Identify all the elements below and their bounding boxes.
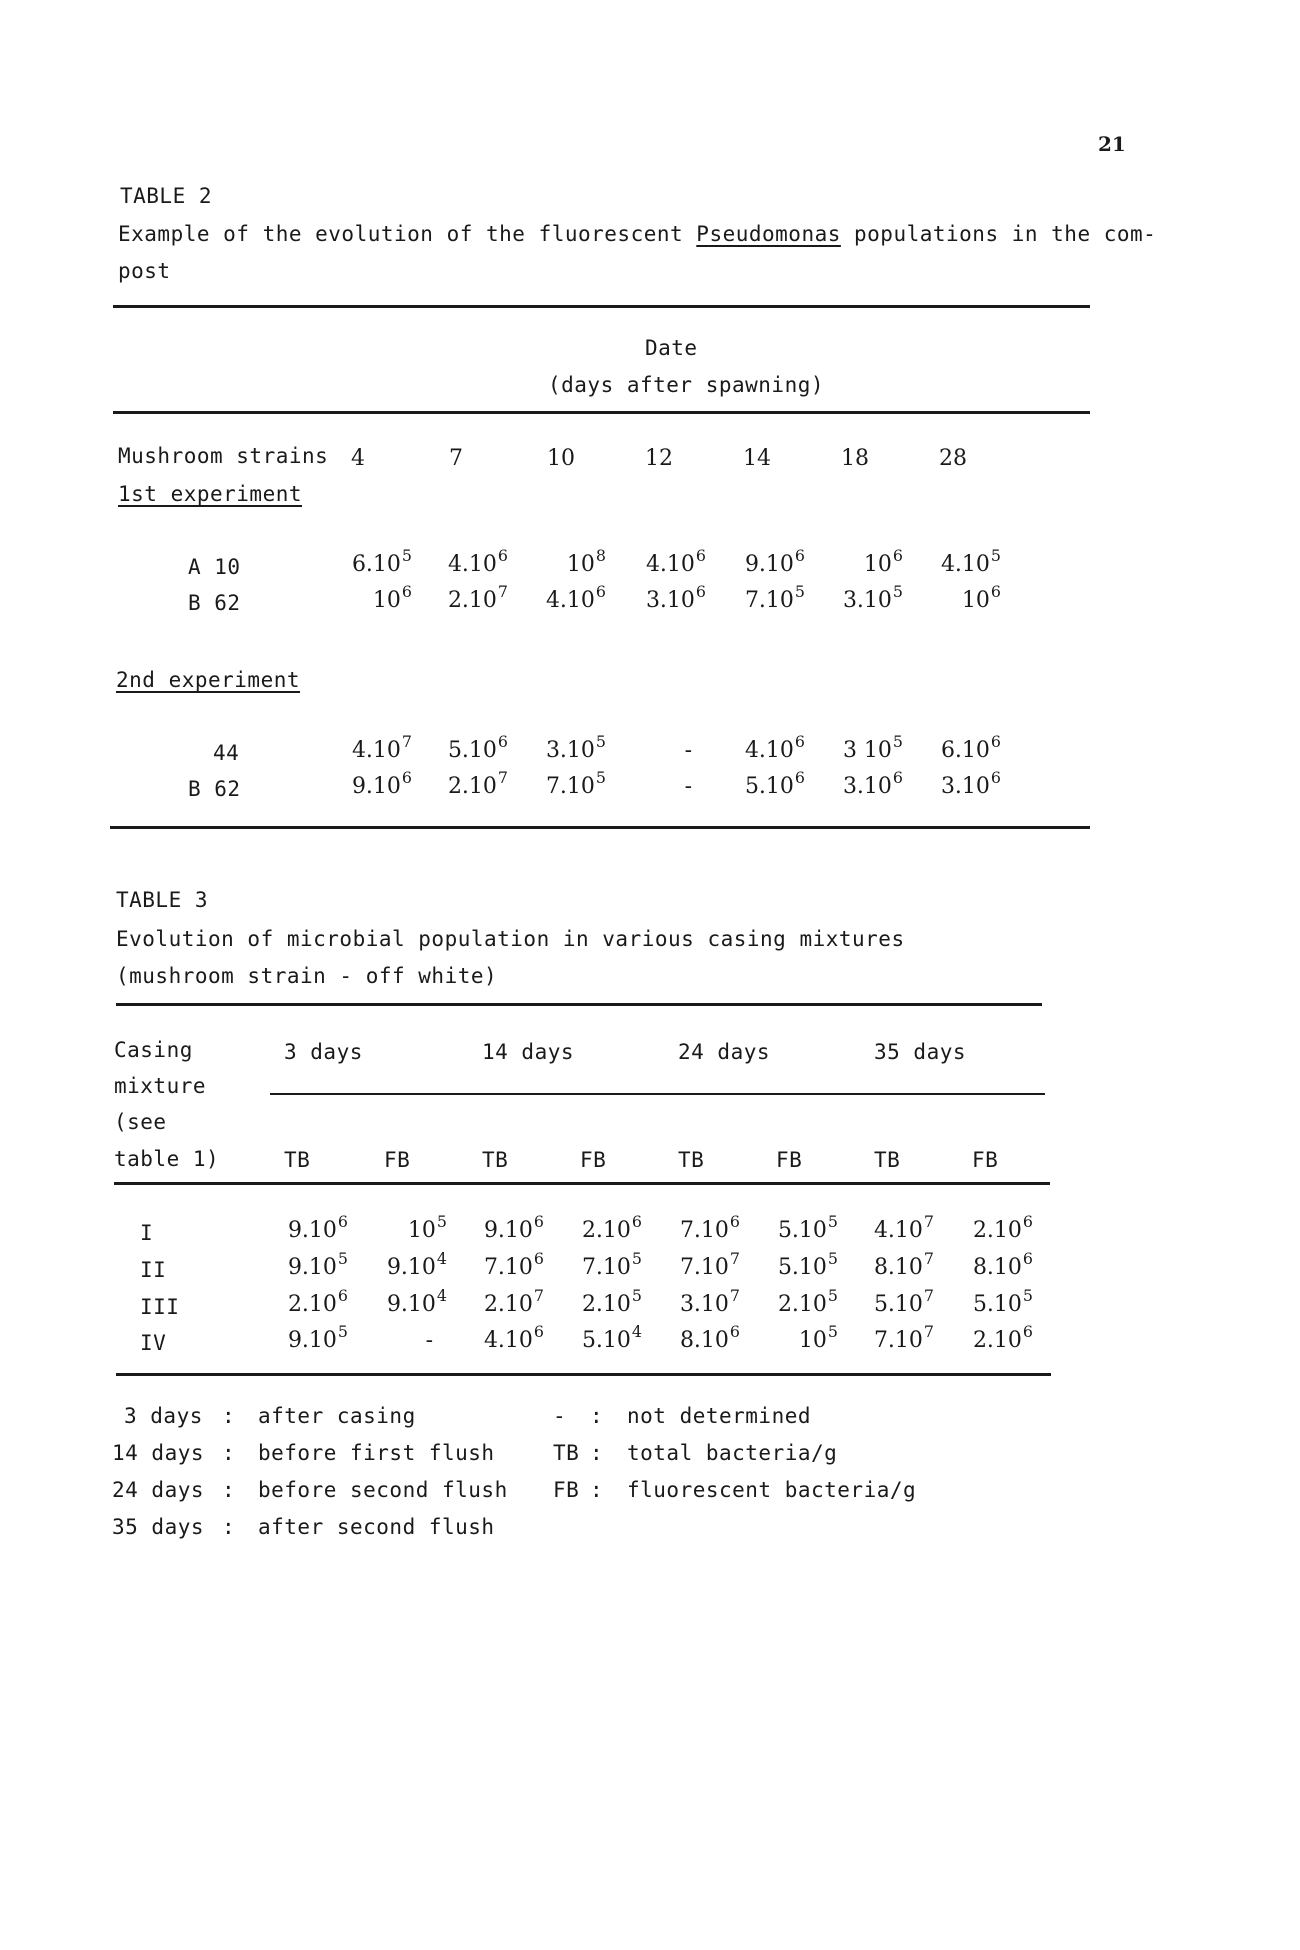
table3-header-rule <box>114 1182 1050 1185</box>
legend-desc: fluorescent bacteria/g <box>627 1478 917 1502</box>
value-base: 2.10 <box>972 1328 1022 1353</box>
value-exponent: 6 <box>497 732 508 752</box>
strain-name: A 10 <box>188 555 241 579</box>
tb-fb-header: TB <box>678 1148 705 1172</box>
value-cell <box>516 768 606 799</box>
value-exponent: 5 <box>595 768 606 788</box>
value-base: 7.10 <box>483 1255 533 1280</box>
value-base: 8.10 <box>873 1255 923 1280</box>
value-exponent: 5 <box>631 1249 642 1269</box>
value-exponent: 6 <box>401 768 412 788</box>
value-exponent: 8 <box>595 546 606 566</box>
table2-header-rule <box>113 411 1090 414</box>
legend-desc: after casing <box>258 1404 416 1428</box>
value-cell <box>418 768 508 799</box>
value-base: 3.10 <box>842 588 892 613</box>
value-base: 9.10 <box>287 1218 337 1243</box>
value-cell <box>258 1249 348 1280</box>
value-base: 2.10 <box>581 1292 631 1317</box>
value-base: 6.10 <box>940 738 990 763</box>
value-base: - <box>425 1328 433 1353</box>
value-exponent: 6 <box>695 546 706 566</box>
value-cell <box>650 1286 740 1317</box>
day-header: 7 <box>449 446 463 471</box>
legend-sep: : <box>222 1478 236 1502</box>
value-exponent: 6 <box>990 768 1001 788</box>
period-header: 3 days <box>284 1040 363 1064</box>
value-cell <box>715 582 805 613</box>
table2-caption-post: populations in the com- <box>840 222 1157 246</box>
value-cell <box>715 732 805 763</box>
value-base: 8.10 <box>972 1255 1022 1280</box>
value-cell <box>844 1286 934 1317</box>
legend-key: FB <box>553 1478 580 1502</box>
tb-fb-header: FB <box>972 1148 999 1172</box>
legend-desc: before first flush <box>258 1441 495 1465</box>
value-base: 5.10 <box>777 1218 827 1243</box>
value-exponent: 7 <box>923 1322 934 1342</box>
value-exponent: 5 <box>827 1286 838 1306</box>
value-exponent: 6 <box>794 546 805 566</box>
strain-name: B 62 <box>188 777 241 801</box>
value-exponent: 7 <box>533 1286 544 1306</box>
tb-fb-header: TB <box>482 1148 509 1172</box>
value-cell <box>813 732 903 763</box>
value-cell <box>748 1286 838 1317</box>
value-base: 7.10 <box>873 1328 923 1353</box>
value-base: 7.10 <box>679 1218 729 1243</box>
value-base: 9.10 <box>483 1218 533 1243</box>
value-exponent: 6 <box>631 1212 642 1232</box>
value-exponent: 6 <box>533 1322 544 1342</box>
legend-sep: : <box>222 1515 236 1539</box>
value-exponent: 7 <box>729 1249 740 1269</box>
casing-label-line: (see <box>114 1110 167 1134</box>
value-exponent: 6 <box>892 768 903 788</box>
exp2-label: 2nd experiment <box>116 668 301 692</box>
value-base: 10 <box>372 588 401 613</box>
value-cell <box>748 1322 838 1353</box>
value-base: 10 <box>863 552 892 577</box>
value-base: 7.10 <box>545 774 595 799</box>
value-cell <box>943 1286 1033 1317</box>
value-base: - <box>684 774 692 799</box>
casing-mixture-name: II <box>140 1258 167 1282</box>
value-base: 2.10 <box>483 1292 533 1317</box>
value-exponent: 6 <box>1022 1249 1033 1269</box>
value-base: 4.10 <box>483 1328 533 1353</box>
period-rule <box>270 1093 1045 1095</box>
value-exponent: 5 <box>794 582 805 602</box>
table2-caption-italic: Pseudomonas <box>696 222 841 246</box>
value-exponent: 6 <box>990 732 1001 752</box>
value-base: 5.10 <box>972 1292 1022 1317</box>
value-base: 2.10 <box>447 588 497 613</box>
value-cell <box>911 546 1001 577</box>
table3-caption-line2: (mushroom strain - off white) <box>116 964 498 988</box>
value-base: 9.10 <box>287 1255 337 1280</box>
table2-label: TABLE 2 <box>120 184 213 208</box>
value-base: 9.10 <box>386 1292 436 1317</box>
value-cell <box>552 1286 642 1317</box>
day-header: 12 <box>645 446 673 471</box>
value-exponent: 5 <box>631 1286 642 1306</box>
value-base: 10 <box>566 552 595 577</box>
legend-key: 14 days <box>112 1441 205 1465</box>
day-header: 10 <box>547 446 575 471</box>
value-cell <box>844 1212 934 1243</box>
value-cell <box>715 768 805 799</box>
tb-fb-header: FB <box>384 1148 411 1172</box>
value-exponent: 5 <box>827 1249 838 1269</box>
value-cell <box>844 1322 934 1353</box>
value-base: 10 <box>798 1328 827 1353</box>
value-base: 10 <box>407 1218 436 1243</box>
value-base: 5.10 <box>873 1292 923 1317</box>
value-base: 5.10 <box>447 738 497 763</box>
table3-top-rule <box>116 1003 1042 1006</box>
casing-label-line: Casing <box>114 1038 193 1062</box>
value-base: - <box>684 738 692 763</box>
table3-caption: Evolution of microbial population in various casing mixtures <box>116 927 905 951</box>
value-cell <box>516 546 606 577</box>
value-cell <box>748 1249 838 1280</box>
value-exponent: 7 <box>401 732 412 752</box>
legend-sep: : <box>222 1404 236 1428</box>
value-base: 3.10 <box>842 774 892 799</box>
casing-label-line: table 1) <box>114 1147 220 1171</box>
value-exponent: 7 <box>729 1286 740 1306</box>
value-exponent: 5 <box>337 1249 348 1269</box>
value-cell <box>322 582 412 613</box>
value-exponent: 6 <box>695 582 706 602</box>
tb-fb-header: FB <box>580 1148 607 1172</box>
date-subheader: (days after spawning) <box>548 373 825 397</box>
value-exponent: 6 <box>595 582 606 602</box>
value-cell <box>552 1212 642 1243</box>
value-base: 4.10 <box>645 552 695 577</box>
value-base: 2.10 <box>777 1292 827 1317</box>
value-cell <box>258 1286 348 1317</box>
value-base: 10 <box>961 588 990 613</box>
casing-label-line: mixture <box>114 1074 207 1098</box>
value-base: 5.10 <box>777 1255 827 1280</box>
value-exponent: 6 <box>794 768 805 788</box>
value-cell <box>322 546 412 577</box>
value-exponent: 6 <box>990 582 1001 602</box>
value-cell <box>616 546 706 577</box>
value-exponent: 4 <box>436 1286 447 1306</box>
value-base: 9.10 <box>351 774 401 799</box>
casing-mixture-name: III <box>140 1295 180 1319</box>
value-base: 5.10 <box>581 1328 631 1353</box>
value-base: 2.10 <box>581 1218 631 1243</box>
page-number: 21 <box>1098 132 1126 156</box>
value-cell <box>616 774 706 799</box>
value-cell <box>454 1249 544 1280</box>
value-exponent: 6 <box>729 1212 740 1232</box>
value-cell <box>357 1328 447 1353</box>
casing-mixture-name: I <box>140 1221 154 1245</box>
value-cell <box>715 546 805 577</box>
value-exponent: 6 <box>1022 1322 1033 1342</box>
date-header: Date <box>645 336 698 360</box>
strains-label: Mushroom strains <box>118 444 329 468</box>
value-exponent: 7 <box>923 1249 934 1269</box>
legend-key: 3 days <box>124 1404 203 1428</box>
day-header: 18 <box>841 446 869 471</box>
value-cell <box>911 768 1001 799</box>
table3-label: TABLE 3 <box>116 888 209 912</box>
table2-caption-line2: post <box>118 259 171 283</box>
value-exponent: 5 <box>595 732 606 752</box>
value-base: 4.10 <box>744 738 794 763</box>
value-exponent: 5 <box>892 732 903 752</box>
value-cell <box>357 1212 447 1243</box>
value-exponent: 5 <box>892 582 903 602</box>
value-cell <box>322 768 412 799</box>
value-cell <box>650 1249 740 1280</box>
tb-fb-header: TB <box>284 1148 311 1172</box>
legend-key: TB <box>553 1441 580 1465</box>
value-exponent: 5 <box>436 1212 447 1232</box>
value-exponent: 6 <box>497 546 508 566</box>
value-exponent: 5 <box>401 546 412 566</box>
value-base: 9.10 <box>287 1328 337 1353</box>
strain-name: B 62 <box>188 591 241 615</box>
value-exponent: 7 <box>923 1286 934 1306</box>
value-cell <box>616 582 706 613</box>
value-base: 9.10 <box>386 1255 436 1280</box>
value-cell <box>650 1322 740 1353</box>
value-base: 3 10 <box>842 738 892 763</box>
value-cell <box>943 1249 1033 1280</box>
value-exponent: 5 <box>990 546 1001 566</box>
value-base: 4.10 <box>873 1218 923 1243</box>
legend-key: 35 days <box>112 1515 205 1539</box>
value-base: 7.10 <box>744 588 794 613</box>
value-base: 9.10 <box>744 552 794 577</box>
value-cell <box>258 1212 348 1243</box>
value-base: 5.10 <box>744 774 794 799</box>
value-cell <box>454 1286 544 1317</box>
value-cell <box>357 1286 447 1317</box>
exp1-label: 1st experiment <box>118 482 303 506</box>
value-exponent: 7 <box>497 768 508 788</box>
value-base: 2.10 <box>447 774 497 799</box>
value-cell <box>650 1212 740 1243</box>
value-base: 3.10 <box>645 588 695 613</box>
value-exponent: 5 <box>1022 1286 1033 1306</box>
value-cell <box>943 1322 1033 1353</box>
value-cell <box>322 732 412 763</box>
value-cell <box>813 546 903 577</box>
value-base: 3.10 <box>545 738 595 763</box>
value-exponent: 4 <box>631 1322 642 1342</box>
value-cell <box>418 732 508 763</box>
legend-desc: not determined <box>627 1404 812 1428</box>
table2-caption-pre: Example of the evolution of the fluorescent <box>118 222 697 246</box>
value-cell <box>454 1212 544 1243</box>
value-cell <box>516 582 606 613</box>
value-base: 8.10 <box>679 1328 729 1353</box>
value-cell <box>357 1249 447 1280</box>
value-cell <box>943 1212 1033 1243</box>
value-exponent: 6 <box>1022 1212 1033 1232</box>
value-base: 4.10 <box>447 552 497 577</box>
tb-fb-header: FB <box>776 1148 803 1172</box>
table3-bottom-rule <box>116 1373 1051 1376</box>
value-exponent: 6 <box>794 732 805 752</box>
value-cell <box>418 546 508 577</box>
table2-top-rule <box>113 305 1090 308</box>
value-base: 7.10 <box>679 1255 729 1280</box>
value-base: 4.10 <box>351 738 401 763</box>
legend-sep: : <box>590 1478 604 1502</box>
value-cell <box>813 768 903 799</box>
day-header: 28 <box>939 446 967 471</box>
legend-desc: after second flush <box>258 1515 495 1539</box>
value-base: 7.10 <box>581 1255 631 1280</box>
value-cell <box>418 582 508 613</box>
legend-desc: total bacteria/g <box>627 1441 838 1465</box>
value-cell <box>516 732 606 763</box>
value-cell <box>258 1322 348 1353</box>
value-cell <box>454 1322 544 1353</box>
value-exponent: 6 <box>337 1286 348 1306</box>
day-header: 4 <box>351 446 365 471</box>
value-base: 3.10 <box>940 774 990 799</box>
casing-mixture-name: IV <box>140 1331 167 1355</box>
value-exponent: 6 <box>401 582 412 602</box>
value-base: 3.10 <box>679 1292 729 1317</box>
value-exponent: 7 <box>923 1212 934 1232</box>
day-header: 14 <box>743 446 771 471</box>
value-base: 2.10 <box>972 1218 1022 1243</box>
period-header: 35 days <box>874 1040 967 1064</box>
legend-desc: before second flush <box>258 1478 508 1502</box>
value-cell <box>911 732 1001 763</box>
value-cell <box>748 1212 838 1243</box>
value-base: 4.10 <box>940 552 990 577</box>
value-base: 6.10 <box>351 552 401 577</box>
value-exponent: 6 <box>729 1322 740 1342</box>
period-header: 14 days <box>482 1040 575 1064</box>
value-exponent: 5 <box>827 1322 838 1342</box>
value-base: 4.10 <box>545 588 595 613</box>
tb-fb-header: TB <box>874 1148 901 1172</box>
value-exponent: 5 <box>827 1212 838 1232</box>
value-cell <box>616 738 706 763</box>
value-cell <box>844 1249 934 1280</box>
period-header: 24 days <box>678 1040 771 1064</box>
value-cell <box>552 1322 642 1353</box>
legend-key: 24 days <box>112 1478 205 1502</box>
value-cell <box>911 582 1001 613</box>
value-exponent: 6 <box>533 1249 544 1269</box>
legend-key: - <box>553 1404 567 1428</box>
value-exponent: 4 <box>436 1249 447 1269</box>
value-exponent: 7 <box>497 582 508 602</box>
strain-name: 44 <box>213 741 240 765</box>
table2-caption <box>118 222 1156 246</box>
value-exponent: 6 <box>533 1212 544 1232</box>
legend-sep: : <box>590 1441 604 1465</box>
value-exponent: 6 <box>337 1212 348 1232</box>
legend-sep: : <box>222 1441 236 1465</box>
table2-bottom-rule <box>110 826 1090 829</box>
value-cell <box>813 582 903 613</box>
value-cell <box>552 1249 642 1280</box>
value-exponent: 5 <box>337 1322 348 1342</box>
value-exponent: 6 <box>892 546 903 566</box>
value-base: 2.10 <box>287 1292 337 1317</box>
legend-sep: : <box>590 1404 604 1428</box>
